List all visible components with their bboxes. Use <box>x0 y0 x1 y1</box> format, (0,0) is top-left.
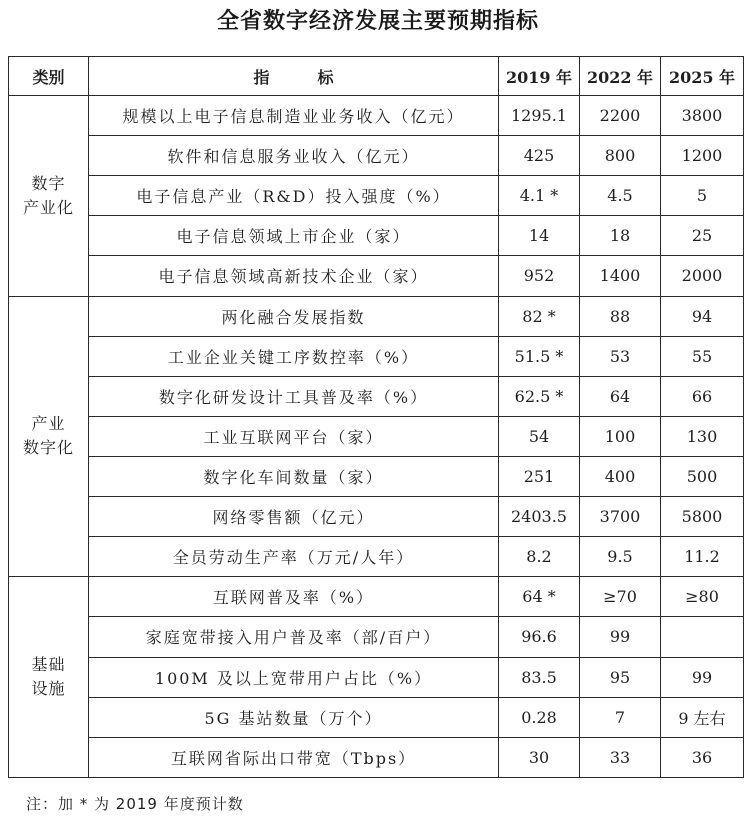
value-2022-cell: 18 <box>580 216 661 256</box>
value-2019-cell: 251 <box>499 456 580 496</box>
page-title: 全省数字经济发展主要预期指标 <box>216 9 539 34</box>
value-2019-cell: 54 <box>499 416 580 456</box>
indicator-cell: 电子信息领域上市企业（家） <box>89 216 499 256</box>
indicator-cell: 数字化车间数量（家） <box>89 456 499 496</box>
value-2025-cell: 94 <box>661 296 744 336</box>
indicator-cell: 互联网普及率（%） <box>89 577 499 617</box>
category-label-line: 设施 <box>31 679 66 699</box>
indicator-table <box>8 56 744 778</box>
value-2025-cell: 5800 <box>661 497 744 537</box>
category-cell <box>9 577 89 778</box>
value-2025-cell: 500 <box>661 456 744 496</box>
indicator-cell: 5G 基站数量（万个） <box>89 697 499 737</box>
category-cell <box>9 296 89 577</box>
value-2019-cell: 64 * <box>499 577 580 617</box>
value-2025-cell: 55 <box>661 336 744 376</box>
value-2025-cell: 3800 <box>661 96 744 136</box>
table-row <box>9 657 744 697</box>
value-2022-cell: 800 <box>580 136 661 176</box>
value-2022-cell: ≥70 <box>580 577 661 617</box>
value-2022-cell: 53 <box>580 336 661 376</box>
value-2019-cell: 51.5 * <box>499 336 580 376</box>
value-2022-cell: 400 <box>580 456 661 496</box>
header-row <box>9 57 744 96</box>
value-2025-cell: 9 左右 <box>661 697 744 737</box>
value-2022-cell: 88 <box>580 296 661 336</box>
table-row <box>9 376 744 416</box>
indicator-cell: 工业互联网平台（家） <box>89 416 499 456</box>
indicator-cell: 软件和信息服务业收入（亿元） <box>89 136 499 176</box>
header-2019: 2019 年 <box>499 57 580 96</box>
indicator-cell: 互联网省际出口带宽（Tbps） <box>89 737 499 777</box>
header-indicator: 指 标 <box>89 57 499 96</box>
value-2019-cell: 83.5 <box>499 657 580 697</box>
value-2025-cell: 130 <box>661 416 744 456</box>
value-2022-cell: 2200 <box>580 96 661 136</box>
value-2019-cell: 4.1 * <box>499 176 580 216</box>
value-2019-cell: 62.5 * <box>499 376 580 416</box>
value-2019-cell: 0.28 <box>499 697 580 737</box>
value-2022-cell: 64 <box>580 376 661 416</box>
value-2019-cell: 96.6 <box>499 617 580 657</box>
indicator-cell: 规模以上电子信息制造业业务收入（亿元） <box>89 96 499 136</box>
footnote: 注：加 * 为 2019 年度预计数 <box>26 795 244 813</box>
table-row <box>9 256 744 296</box>
category-label-line: 基础 <box>31 655 66 675</box>
value-2022-cell: 7 <box>580 697 661 737</box>
value-2025-cell: 66 <box>661 376 744 416</box>
value-2025-cell: 2000 <box>661 256 744 296</box>
value-2019-cell: 2403.5 <box>499 497 580 537</box>
value-2025-cell: 25 <box>661 216 744 256</box>
value-2019-cell: 30 <box>499 737 580 777</box>
value-2022-cell: 100 <box>580 416 661 456</box>
table-row <box>9 577 744 617</box>
value-2022-cell: 9.5 <box>580 537 661 577</box>
indicator-cell: 全员劳动生产率（万元/人年） <box>89 537 499 577</box>
value-2019-cell: 425 <box>499 136 580 176</box>
indicator-cell: 电子信息产业（R&D）投入强度（%） <box>89 176 499 216</box>
value-2025-cell <box>661 617 744 657</box>
table-body <box>9 96 744 778</box>
value-2019-cell: 1295.1 <box>499 96 580 136</box>
category-label-line: 产业化 <box>22 197 74 217</box>
table-row <box>9 617 744 657</box>
table-row <box>9 497 744 537</box>
indicator-cell: 工业企业关键工序数控率（%） <box>89 336 499 376</box>
indicator-cell: 数字化研发设计工具普及率（%） <box>89 376 499 416</box>
header-2025: 2025 年 <box>661 57 744 96</box>
header-category: 类别 <box>9 57 89 96</box>
indicator-cell: 电子信息领域高新技术企业（家） <box>89 256 499 296</box>
table-row <box>9 737 744 777</box>
table-row <box>9 537 744 577</box>
header-2022: 2022 年 <box>580 57 661 96</box>
value-2022-cell: 3700 <box>580 497 661 537</box>
value-2022-cell: 1400 <box>580 256 661 296</box>
value-2019-cell: 82 * <box>499 296 580 336</box>
table-row <box>9 136 744 176</box>
table-row <box>9 296 744 336</box>
value-2025-cell: ≥80 <box>661 577 744 617</box>
value-2025-cell: 5 <box>661 176 744 216</box>
value-2025-cell: 11.2 <box>661 537 744 577</box>
indicator-cell: 家庭宽带接入用户普及率（部/百户） <box>89 617 499 657</box>
table-row <box>9 416 744 456</box>
value-2022-cell: 95 <box>580 657 661 697</box>
value-2019-cell: 8.2 <box>499 537 580 577</box>
category-label-line: 产业 <box>31 414 66 434</box>
value-2022-cell: 99 <box>580 617 661 657</box>
table-row <box>9 96 744 136</box>
category-label-line: 数字 <box>31 173 66 193</box>
indicator-cell: 100M 及以上宽带用户占比（%） <box>89 657 499 697</box>
value-2025-cell: 99 <box>661 657 744 697</box>
value-2019-cell: 952 <box>499 256 580 296</box>
table-row <box>9 697 744 737</box>
indicator-cell: 网络零售额（亿元） <box>89 497 499 537</box>
value-2022-cell: 33 <box>580 737 661 777</box>
value-2025-cell: 36 <box>661 737 744 777</box>
table-row <box>9 456 744 496</box>
table-row <box>9 176 744 216</box>
table-row <box>9 336 744 376</box>
value-2022-cell: 4.5 <box>580 176 661 216</box>
table-row <box>9 216 744 256</box>
category-cell <box>9 96 89 297</box>
category-label-line: 数字化 <box>22 438 74 458</box>
indicator-cell: 两化融合发展指数 <box>89 296 499 336</box>
value-2019-cell: 14 <box>499 216 580 256</box>
value-2025-cell: 1200 <box>661 136 744 176</box>
